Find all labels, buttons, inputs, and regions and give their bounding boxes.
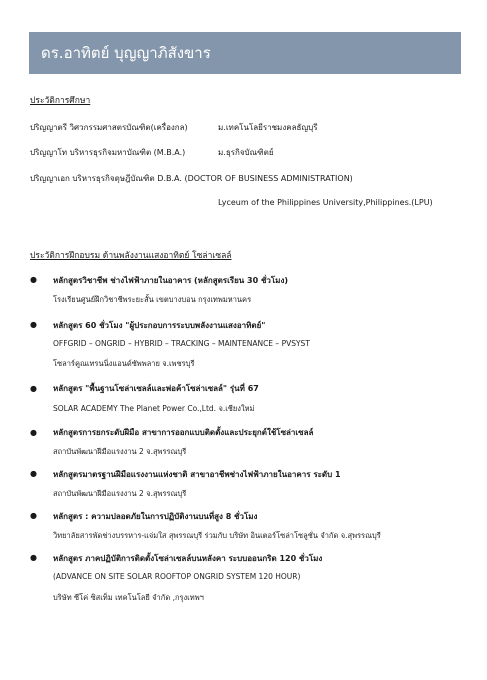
training-item-detail: OFFGRID – ONGRID – HYBRID – TRACKING – MAINTENANCE – PVSYST [53, 339, 310, 348]
training-item-title: หลักสูตรวิชาชีพ ช่างไฟฟ้าภายในอาคาร (หลักสูตรเรียน 30 ชั่วโมง) [53, 276, 289, 285]
training-item-detail: โรงเรียนศูนย์ฝึกวิชาชีพระยะสั้น เขตบางบอน กรุงเทพมหานคร [53, 295, 252, 304]
training-item-title: หลักสูตร "พื้นฐานโซล่าเซลล์และพ่อค้าโซล่าเซลล์" รุ่นที่ 67 [53, 384, 259, 393]
training-item-title: หลักสูตรมาตรฐานฝีมือแรงงานแห่งชาติ สาขาอาชีพช่างไฟฟ้าภายในอาคาร ระดับ 1 [53, 470, 341, 479]
bullet-icon: ● [30, 384, 37, 393]
training-item-detail: สถาบันพัฒนาฝีมือแรงงาน 2 จ.สุพรรณบุรี [53, 489, 187, 498]
bullet-icon: ● [30, 275, 37, 284]
training-item-detail: สถาบันพัฒนาฝีมือแรงงาน 2 จ.สุพรรณบุรี [53, 447, 187, 456]
bullet-icon: ● [30, 428, 37, 437]
education-degree-doctorate: ปริญญาเอก บริหารธุรกิจดุษฎีบัณฑิต D.B.A. (DOCTOR OF BUSINESS ADMINISTRATION) [30, 174, 353, 183]
training-section-title: ประวัติการฝึกอบรม ด้านพลังงานแสงอาทิตย์ โซล่าเซลล์ [30, 251, 232, 261]
training-item-detail: (ADVANCE ON SITE SOLAR ROOFTOP ONGRID SYSTEM 120 HOUR) [53, 572, 301, 581]
education-section-title: ประวัติการศึกษา [30, 96, 91, 106]
training-item-detail: วิทยาลัยสารพัดช่างบรรหาร-แจ่มใส สุพรรณบุรี ร่วมกับ บริษัท อินเตอร์โซล่าโซลูชั่น จำกัด จ.สุพรรณบุรี [53, 531, 381, 540]
training-item-detail: บริษัท ซีโค่ ซิสเท็ม เทคโนโลยี จำกัด ,กรุงเทพฯ [53, 593, 204, 602]
education-degree-bachelor: ปริญญาตรี วิศวกรรมศาสตรบัณฑิต(เครื่องกล) [30, 123, 188, 132]
bullet-icon: ● [30, 320, 37, 329]
training-item-title: หลักสูตร ภาคปฏิบัติการติดตั้งโซล่าเซลล์บนหลังคา ระบบออนกริด 120 ชั่วโมง [53, 554, 323, 563]
education-degree-master: ปริญญาโท บริหารธุรกิจมหาบัณฑิต (M.B.A.) [30, 148, 186, 157]
education-school-master: ม.ธุรกิจบัณฑิตย์ [218, 148, 274, 157]
bullet-icon: ● [30, 469, 37, 478]
training-item-title: หลักสูตร 60 ชั่วโมง "ผู้ประกอบการระบบพลังงานแสงอาทิตย์" [53, 321, 266, 330]
person-name: ดร.อาทิตย์ บุญญาภิสังขาร [41, 44, 211, 62]
education-school-bachelor: ม.เทคโนโลยีราชมงคลธัญบุรี [218, 123, 318, 132]
bullet-icon: ● [30, 553, 37, 562]
bullet-icon: ● [30, 511, 37, 520]
page-title-banner [29, 32, 461, 74]
training-item-detail: โซลาร์คูณเทรนนิ่งแอนด์ซัพพลาย จ.เพชรบุรี [53, 359, 195, 368]
training-item-detail: SOLAR ACADEMY The Planet Power Co.,Ltd. จ.เชียงใหม่ [53, 404, 255, 413]
training-item-title: หลักสูตร : ความปลอดภัยในการปฏิบัติงานบนที่สูง 8 ชั่วโมง [53, 512, 258, 521]
education-school-doctorate: Lyceum of the Philippines University,Philippines.(LPU) [218, 198, 433, 207]
training-item-title: หลักสูตรการยกระดับฝีมือ สาขาการออกแบบติดตั้งและประยุกต์ใช้โซล่าเซลล์ [53, 428, 314, 437]
